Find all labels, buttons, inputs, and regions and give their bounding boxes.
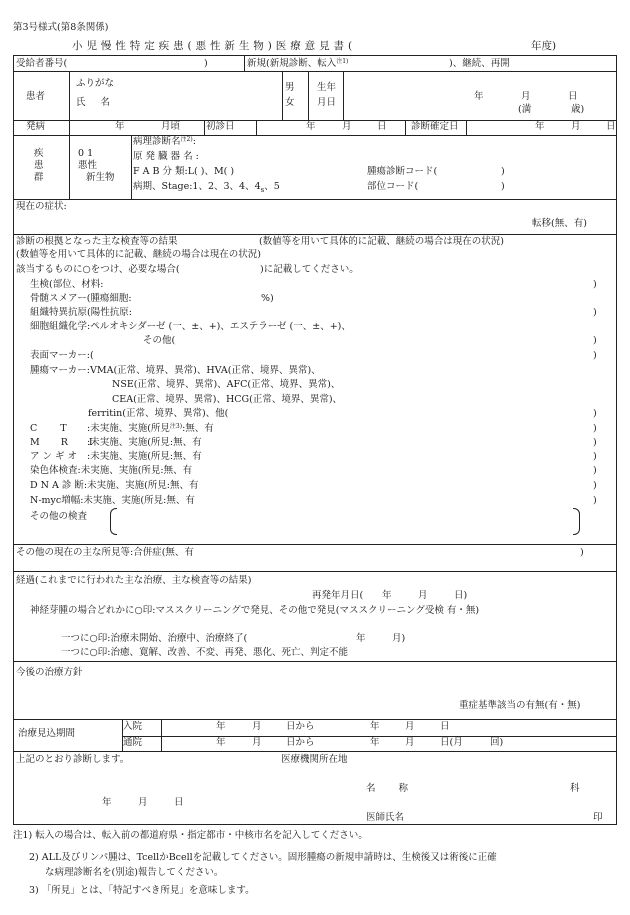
other-findings-close: ) xyxy=(580,547,584,558)
neuroblastoma-screening: 神経芽腫の場合どれかに○印:マススクリーニングで発見、その他で発見(マススクリーニング受検 有・無) xyxy=(30,605,480,616)
primary-organ-label: 原 発 臓 器 名 : xyxy=(133,151,199,162)
first-visit-month: 月 xyxy=(342,121,352,132)
confirm-year: 年 xyxy=(535,121,545,132)
treatment-status: 一つに○印:治療未開始、治療中、治療終了( xyxy=(61,633,248,644)
outcome-status: 一つに○印:治癒、寛解、改善、不変、再発、悪化、死亡、判定不能 xyxy=(61,647,348,658)
note2-ref: 注2) xyxy=(180,136,193,143)
other-tests-bracket-right xyxy=(573,508,580,535)
note3-ref: 注3) xyxy=(169,423,183,430)
outpatient-month: 月 xyxy=(252,737,262,748)
inpatient-year: 年 xyxy=(216,721,226,732)
outpatient-to-month: 月 xyxy=(405,737,415,748)
stage-5: 、5 xyxy=(264,181,280,192)
name-label: 氏 名 xyxy=(76,97,117,108)
outpatient-to-year: 年 xyxy=(370,737,380,748)
treatment-end-month: 月) xyxy=(392,633,406,644)
title-year: 年度) xyxy=(531,40,557,52)
cytochem-other: その他( xyxy=(143,335,176,346)
mri-result: :未実施、実施(所見:無、有 xyxy=(87,437,202,448)
birth-month: 月 xyxy=(521,91,531,102)
confirm-month: 月 xyxy=(571,121,581,132)
doctor-name-label: 医師氏名 xyxy=(366,812,405,823)
treatment-period-label: 治療見込期間 xyxy=(18,728,76,739)
outpatient-from: 日から xyxy=(286,737,315,748)
ct-result xyxy=(87,423,214,434)
marrow-percent: %) xyxy=(261,293,274,304)
outpatient-label: 通院 xyxy=(123,737,143,748)
application-type xyxy=(247,58,348,69)
chromosome-test: 染色体検査:未実施、実施(所見:無、有 xyxy=(30,465,193,476)
dna-diagnosis: D N A 診 断:未実施、実施(所見:無、有 xyxy=(30,480,199,491)
fab-classification: F A B 分 類:L( )、M( ) xyxy=(133,166,235,177)
tumor-marker-2: NSE(正常、境界、異常)、AFC(正常、境界、異常)、 xyxy=(112,379,341,390)
marrow-smear: 骨髄スメアー(腫瘍細胞: xyxy=(30,293,132,304)
angio-close: ) xyxy=(593,451,597,462)
onset-label: 発病 xyxy=(26,121,46,132)
birth-label-1: 生年 xyxy=(317,82,337,93)
other-tests: その他の検査 xyxy=(30,511,88,522)
age-close: 歳) xyxy=(571,104,585,115)
outpatient-day-month: 日(月 xyxy=(440,737,463,748)
angio-label: ア ン ギ オ xyxy=(30,451,78,462)
exam-title: 診断の根拠となった主な検査等の結果 xyxy=(16,236,178,247)
note-2: 2) ALL及びリンパ腫は、TcellかBcellを記載してください。固形腫瘍の新規申請時は、生検後又は術後に正確 xyxy=(29,852,497,863)
seal-mark: 印 xyxy=(593,812,603,823)
nmyc-close: ) xyxy=(593,495,597,506)
sex-female[interactable]: 女 xyxy=(285,97,295,108)
site-code-label: 部位コード( xyxy=(367,181,419,192)
onset-year: 年 xyxy=(115,121,125,132)
form-number: 第3号様式(第8条関係) xyxy=(13,22,109,33)
other-findings: その他の現在の主な所見等:合併症(無、有 xyxy=(16,547,194,558)
first-visit-label: 初診日 xyxy=(206,121,235,132)
recurrence-year: 年 xyxy=(382,590,392,601)
age-open: (満 xyxy=(518,104,532,115)
diagnosed-statement: 上記のとおり診断します。 xyxy=(16,754,130,765)
tumor-code-close: ) xyxy=(501,166,505,177)
confirm-date-label: 診断確定日 xyxy=(411,121,459,132)
birth-day: 日 xyxy=(568,91,578,102)
disease-name-1: 悪性 xyxy=(78,160,98,171)
surface-marker: 表面マーカー:( xyxy=(30,350,94,361)
inpatient-month: 月 xyxy=(252,721,262,732)
nmyc-amplification: N-myc増幅:未実施、実施(所見:無、有 xyxy=(30,495,195,506)
antigen-close: ) xyxy=(593,307,597,318)
inpatient-from: 日から xyxy=(286,721,315,732)
ct-text: :未実施、実施(所見 xyxy=(87,423,170,434)
current-symptoms-label: 現在の症状: xyxy=(16,201,67,212)
recurrence-month: 月 xyxy=(418,590,428,601)
pathology-text: 病理診断名 xyxy=(133,136,181,147)
stage-text: 病期、Stage:1、2、3、4、4 xyxy=(133,181,261,192)
cytochem-close: ) xyxy=(593,335,597,346)
ct-label: C T xyxy=(30,423,77,434)
mri-label: M R I xyxy=(30,437,102,448)
facility-name-label: 名 称 xyxy=(366,783,419,794)
disease-group-label-1: 疾 xyxy=(34,148,44,159)
recipient-number-close: ) xyxy=(204,58,208,69)
treatment-end-year: 年 xyxy=(356,633,366,644)
biopsy: 生検(部位、材料: xyxy=(30,279,104,290)
page-title: 小 児 慢 性 特 定 疾 患 ( 悪 性 新 生 物 ) 医 療 意 見 書 ( xyxy=(72,40,353,52)
tumor-code-label: 腫瘍診断コード( xyxy=(367,166,438,177)
facility-address-label: 医療機関所在地 xyxy=(281,754,348,765)
inpatient-to-year: 年 xyxy=(370,721,380,732)
dna-close: ) xyxy=(593,480,597,491)
exam-instruction-2: )に記載してください。 xyxy=(260,264,359,275)
exam-title-note: (数値等を用いて具体的に記載、継続の場合は現在の状況) xyxy=(259,236,504,247)
birth-label-2: 月日 xyxy=(317,97,337,108)
recipient-number-label: 受給者番号( xyxy=(16,58,68,69)
other-tests-bracket-left xyxy=(110,508,117,535)
application-type-text: 新規(新規診断、転入 xyxy=(247,58,337,69)
note-2-continued: な病理診断名を(別途)報告してください。 xyxy=(45,867,224,878)
application-type-rest: )、継続、再開 xyxy=(449,58,510,69)
stage-label xyxy=(133,181,280,194)
first-visit-day: 日 xyxy=(377,121,387,132)
tumor-marker-4: ferritin(正常、境界、異常)、他( xyxy=(88,408,229,419)
tissue-antigen: 組織特異抗原(陽性抗原: xyxy=(30,307,132,318)
site-code-close: ) xyxy=(501,181,505,192)
severity-criteria: 重症基準該当の有無(有・無) xyxy=(459,700,581,711)
sign-day: 日 xyxy=(174,797,184,808)
metastasis: 転移(無、有) xyxy=(532,218,587,229)
tumor-marker-3: CEA(正常、境界、異常)、HCG(正常、境界、異常)、 xyxy=(112,394,343,405)
stage-s: s xyxy=(260,185,265,194)
inpatient-to-day: 日 xyxy=(440,721,450,732)
patient-label: 患者 xyxy=(26,91,46,102)
ct-rest: :無、有 xyxy=(182,423,214,434)
sex-male[interactable]: 男 xyxy=(285,82,295,93)
mri-close: ) xyxy=(593,437,597,448)
disease-name-2: 新生物 xyxy=(86,172,115,183)
note-3: 3) 「所見」とは、「特記すべき所見」を意味します。 xyxy=(29,885,255,896)
birth-year: 年 xyxy=(474,91,484,102)
sign-month: 月 xyxy=(138,797,148,808)
inpatient-label: 入院 xyxy=(123,721,143,732)
future-policy-label: 今後の治療方針 xyxy=(16,667,83,678)
note-1: 注1) 転入の場合は、転入前の都道府県・指定都市・中核市名を記入してください。 xyxy=(13,830,368,841)
confirm-day: 日 xyxy=(606,121,616,132)
furigana-label: ふりがな xyxy=(76,78,115,89)
disease-group-label-3: 群 xyxy=(34,172,44,183)
marker-close: ) xyxy=(593,408,597,419)
outpatient-year: 年 xyxy=(216,737,226,748)
pathology-label: 病理診断名$^{注2)}$: xyxy=(133,136,196,147)
department-label: 科 xyxy=(570,783,580,794)
angio-result: :未実施、実施(所見:無、有 xyxy=(87,451,202,462)
recurrence-date: 再発年月日( xyxy=(312,590,364,601)
inpatient-to-month: 月 xyxy=(405,721,415,732)
first-visit-year: 年 xyxy=(306,121,316,132)
chromo-close: ) xyxy=(593,465,597,476)
note1-ref: 注1) xyxy=(336,58,349,65)
exam-subtitle: (数値等を用いて具体的に記載、継続の場合は現在の状況) xyxy=(16,249,261,260)
disease-group-label-2: 患 xyxy=(34,160,44,171)
recurrence-day: 日) xyxy=(454,590,468,601)
biopsy-close: ) xyxy=(593,279,597,290)
sign-year: 年 xyxy=(102,797,112,808)
onset-month: 月頃 xyxy=(161,121,181,132)
outpatient-times: 回) xyxy=(490,737,504,748)
disease-code: 0 1 xyxy=(78,148,94,159)
tumor-marker-1: 腫瘍マーカー:VMA(正常、境界、異常)、HVA(正常、境界、異常)、 xyxy=(30,365,321,376)
exam-instruction: 該当するものに○をつけ、必要な場合( xyxy=(16,264,180,275)
cytochemistry: 細胞組織化学:ペルオキシダーゼ (一、±、+)、エステラーゼ (一、±、+)、 xyxy=(30,321,351,332)
surface-close: ) xyxy=(593,350,597,361)
course-label: 経過(これまでに行われた主な治療、主な検査等の結果) xyxy=(16,575,252,586)
ct-close: ) xyxy=(593,423,597,434)
